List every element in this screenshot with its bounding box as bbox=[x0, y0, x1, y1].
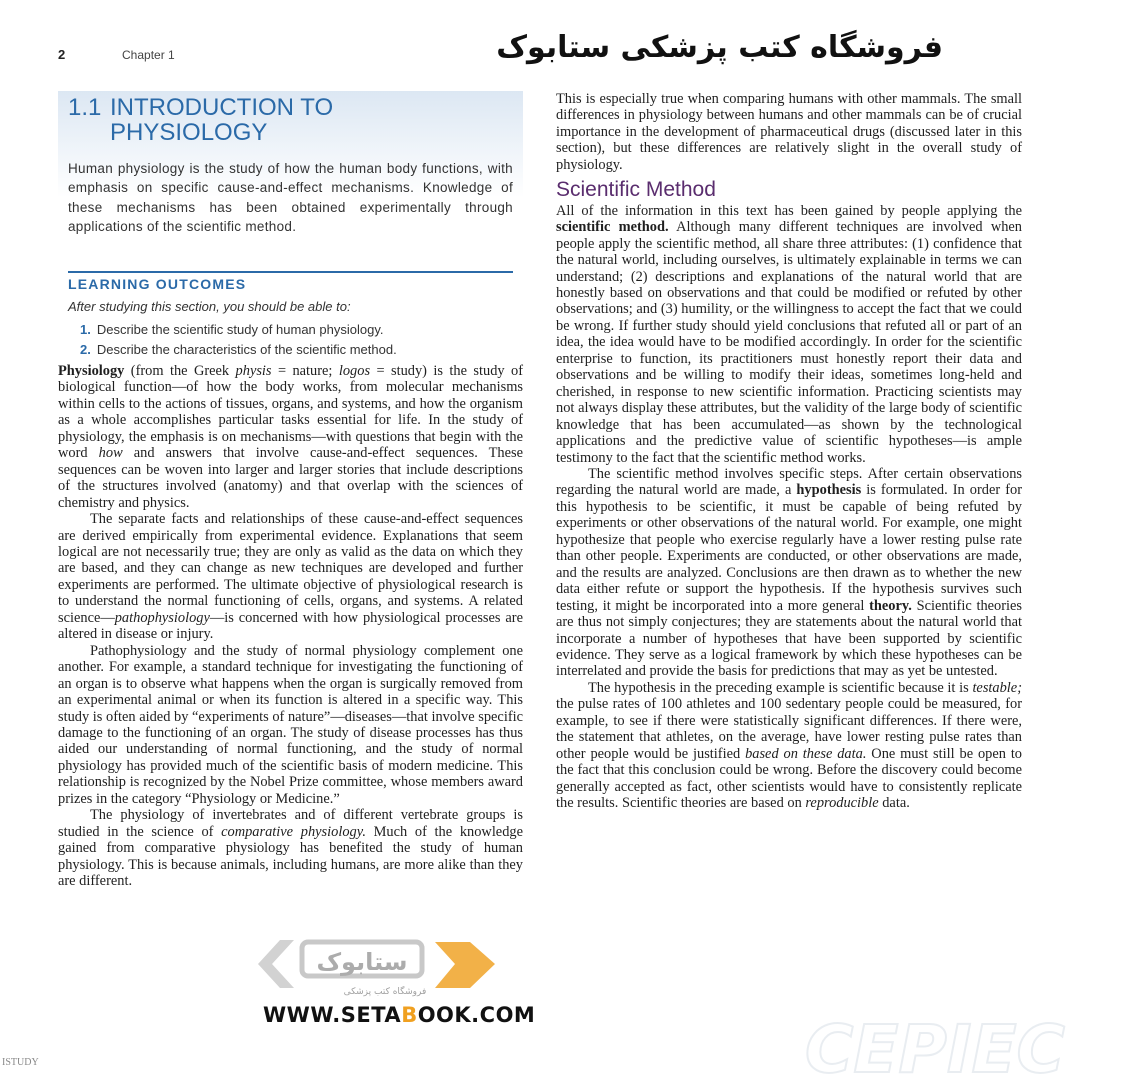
paragraph-mammals: This is especially true when comparing humans with other mammals. The small differences in physiology between humans and other mammals can be of crucial importance in the development of pharmaceutical drugs (discussed later in this section), but these differences are relatively slight in the overall study of physiology. bbox=[556, 91, 1022, 173]
paragraph-physiology-definition: Physiology (from the Greek physis = nature; logos = study) is the study of biological function—of how the body works, from molecular mechanisms within cells to the actions of tissues, organs, and systems, and how the organism as a whole accomplishes particular tasks essential for life. In the study of physiology, the emphasis is on mechanisms—with questions that begin with the word how and answers that involve cause-and-effect sequences. These sequences can be woven into larger and larger stories that include descriptions of the structures involved (anatomy) and that overlap with the sciences of chemistry and physics. bbox=[58, 363, 523, 511]
cepiec-watermark bbox=[795, 1010, 1148, 1080]
right-text-column bbox=[556, 91, 1022, 811]
logo-subtext: فروشگاه کتب پزشکی bbox=[343, 987, 427, 997]
learning-outcome-item: 2. Describe the characteristics of the scientific method. bbox=[80, 342, 397, 357]
page-number: 2 bbox=[58, 47, 66, 62]
learning-outcomes-lead: After studying this section, you should be able to: bbox=[68, 299, 351, 314]
paragraph-cause-effect: The separate facts and relationships of these cause-and-effect sequences are derived empirically from experimental evidence. Explanations that seem logical are not necessarily true; they are only as valid as the data on which they are based, and they can change as new techniques are developed and further experiments are performed. The ultimate objective of physiological research is to understand the normal functioning of cells, organs, and systems. A related science—pathophysiology—is concerned with how physiological processes are altered in disease or injury. bbox=[58, 511, 523, 643]
paragraph-pathophysiology: Pathophysiology and the study of normal physiology complement one another. For example, a standard technique for investigating the functioning of an organ is to observe what happens when the organ is surgically removed from an experimental animal or when its function is altered in a specific way. This study is often aided by “experiments of nature”—diseases—that involve specific damage to the functioning of an organ. The study of disease processes has thus aided our understanding of normal functioning, and the study of normal physiology has provided much of the scientific basis of modern medicine. This relationship is recognized by the Nobel Prize committee, whose members award prizes in the category “Physiology or Medicine.” bbox=[58, 642, 523, 807]
logo-text: ستابوک bbox=[316, 948, 408, 976]
left-text-column bbox=[58, 363, 523, 890]
section-intro-text: Human physiology is the study of how the human body functions, with emphasis on specific cause-and-effect mechanisms. Knowledge of these mechanisms has been obtained experimentally through applications of the scientific method. bbox=[68, 161, 513, 234]
learning-outcomes-list bbox=[80, 320, 397, 360]
learning-outcomes-title: LEARNING OUTCOMES bbox=[68, 276, 247, 292]
section-title-line2: PHYSIOLOGY bbox=[110, 119, 268, 146]
learning-outcome-item: 1. Describe the scientific study of human physiology. bbox=[80, 322, 384, 337]
setabook-logo-watermark bbox=[250, 930, 515, 1000]
paragraph-comparative-physiology: The physiology of invertebrates and of different vertebrate groups is studied in the science of comparative physiology. Much of the knowledge gained from comparative physiology has benefited the study of human physiology. This is because animals, including humans, are more alike than they are different. bbox=[58, 807, 523, 890]
heading-scientific-method: Scientific Method bbox=[556, 178, 716, 202]
paragraph-scientific-method: All of the information in this text has been gained by people applying the scientific method. Although many different techniques are involved when people apply the scientific method, all share three attributes: (1) confidence that the natural world, including ourselves, is ultimately explainable in terms we can understand; (2) descriptions and explanations of the natural world that are honestly based on observations and that could be modified or refuted by other observations; and (3) humility, or the willingness to accept the fact that we could be wrong. If further study should yield conclusions that refuted all or part of an idea, the idea would have to be modified accordingly. In order for the scientific enterprise to function, its practitioners must honestly report their data and observations and be willing to modify their ideas, sometimes long-held and cherished, in response to new scientific information. Practicing scientists may not always display these attributes, but the validity of the large body of scientific knowledge that has been accumulated—as shown by the technological applications and the predictive value of scientific hypotheses—is ample testimony to the fact that the scientific method works. bbox=[556, 202, 1022, 466]
learning-outcomes-rule bbox=[68, 271, 513, 273]
setabook-url-watermark: WWW.SETABOOK.COM bbox=[263, 1003, 536, 1027]
section-number: 1.1 bbox=[68, 94, 102, 121]
svg-text:CEPIEC: CEPIEC bbox=[805, 1011, 1065, 1080]
corner-watermark: ISTUDY bbox=[2, 1057, 39, 1068]
paragraph-hypothesis: The scientific method involves specific steps. After certain observations regarding the natural world are made, a hypothesis is formulated. In order for this hypothesis to be scientific, it must be capable of being refuted by experiments or other observations of the natural world. For example, one might hypothesize that people who exercise regularly have a lower resting pulse rate than other people. Experiments are conducted, or other observations are made, and the results are analyzed. Conclusions are then drawn as to whether the new data either refute or support the hypothesis. If the hypothesis survives such testing, it might be incorporated into a more general theory. Scientific theories are thus not simply conjectures; they are statements about the natural world that incorporate a number of hypotheses that have been supported by scientific evidence. They serve as a logical framework by which these hypotheses can be interrelated and provide the basis for predictions that may as yet be untested. bbox=[556, 465, 1022, 680]
running-head-chapter: Chapter 1 bbox=[122, 48, 175, 62]
section-title bbox=[68, 95, 508, 145]
paragraph-testable: The hypothesis in the preceding example is scientific because it is testable; the pulse rates of 100 athletes and 100 sedentary people could be measured, for example, to see if there were statistically significant differences. If there were, the statement that athletes, on the average, have lower resting pulse rates than other people would be justified based on these data. One must still be open to the fact that this conclusion could be wrong. Before the discovery could become generally accepted as fact, other scientists would have to consistently replicate the results. Scientific theories are based on reproducible data. bbox=[556, 679, 1023, 812]
shop-title-overlay: فروشگاه کتب پزشکی ستابوک bbox=[496, 30, 943, 65]
section-title-line1: INTRODUCTION TO bbox=[110, 94, 334, 121]
